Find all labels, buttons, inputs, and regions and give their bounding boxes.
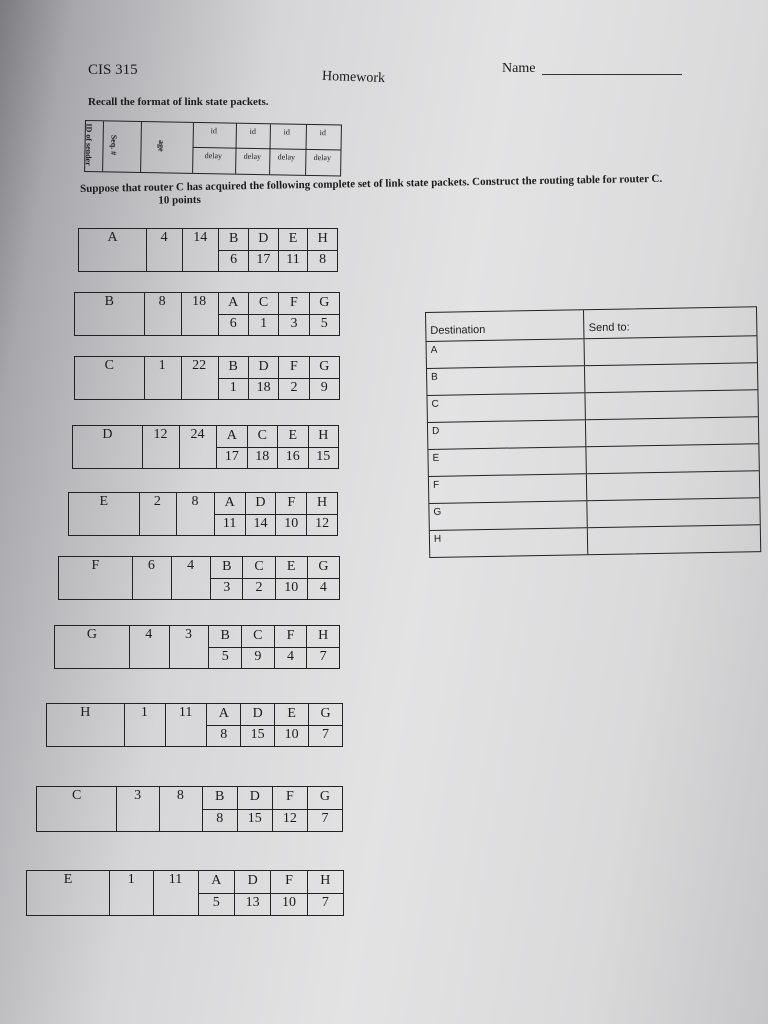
packet-neighbor-id: F bbox=[275, 493, 306, 514]
send-to-cell[interactable] bbox=[586, 390, 758, 419]
packet-neighbor-id: D bbox=[240, 704, 274, 725]
packet-neighbor-delay: 18 bbox=[247, 447, 277, 468]
packet-neighbor-id: E bbox=[278, 229, 308, 250]
packet-neighbor-id: G bbox=[307, 557, 339, 578]
packet-e bbox=[26, 870, 344, 916]
packet-seq: 4 bbox=[145, 627, 153, 642]
packet-age: 8 bbox=[176, 788, 184, 803]
packet-neighbor-delay: 7 bbox=[307, 809, 342, 831]
packet-seq: 1 bbox=[127, 872, 135, 887]
packet-g bbox=[54, 625, 340, 669]
packet-sender: C bbox=[71, 788, 82, 803]
packet-neighbor-delay: 17 bbox=[248, 250, 278, 271]
send-to-cell[interactable] bbox=[587, 471, 759, 500]
packet-neighbor-id: G bbox=[308, 704, 342, 725]
destination-header: Destination bbox=[426, 310, 585, 341]
send-to-cell[interactable] bbox=[588, 525, 760, 554]
packet-age: 18 bbox=[192, 294, 207, 309]
packet-h bbox=[46, 703, 343, 747]
destination-cell: E bbox=[428, 447, 587, 476]
packet-neighbor-delay: 3 bbox=[210, 578, 242, 599]
question-body: Suppose that router C has acquired the following complete set of link state packets. Construct the routing table for router C. bbox=[80, 172, 663, 195]
packet-neighbor-id: C bbox=[241, 626, 274, 647]
packet-age: 11 bbox=[168, 872, 183, 887]
packet-neighbor-delay: 9 bbox=[241, 647, 274, 668]
packet-neighbor-id: G bbox=[307, 787, 342, 809]
routing-row bbox=[428, 443, 758, 476]
packet-neighbor-delay: 9 bbox=[309, 378, 339, 399]
packet-sender: H bbox=[80, 705, 91, 720]
send-to-cell[interactable] bbox=[587, 444, 759, 473]
packet-neighbor-id: D bbox=[248, 357, 278, 378]
packet-neighbor-id: B bbox=[202, 787, 237, 809]
packet-seq: 6 bbox=[147, 558, 155, 573]
packet-sender: G bbox=[86, 627, 97, 642]
packet-neighbor-delay: 8 bbox=[206, 725, 240, 746]
packet-c bbox=[74, 356, 340, 400]
packet-sender: A bbox=[107, 230, 118, 245]
routing-row bbox=[429, 497, 759, 530]
send-to-header: Send to: bbox=[588, 321, 630, 335]
packet-neighbor-id: D bbox=[234, 871, 270, 893]
packet-neighbor-delay: 10 bbox=[270, 893, 306, 915]
routing-row bbox=[427, 362, 757, 395]
packet-neighbor-delay: 7 bbox=[308, 725, 342, 746]
packet-neighbor-id: E bbox=[277, 426, 307, 447]
packet-neighbor-delay: 2 bbox=[242, 578, 274, 599]
name-blank-line[interactable] bbox=[542, 74, 682, 75]
packet-neighbor-delay: 1 bbox=[218, 378, 248, 399]
destination-cell: G bbox=[429, 501, 588, 530]
destination-cell: H bbox=[430, 528, 589, 557]
packet-neighbor-delay: 10 bbox=[275, 578, 307, 599]
routing-table bbox=[425, 306, 761, 558]
packet-seq: 1 bbox=[140, 705, 148, 720]
packet-age: 4 bbox=[187, 558, 195, 573]
format-delay-2: delay bbox=[243, 151, 262, 162]
packet-neighbor-delay: 8 bbox=[307, 250, 337, 271]
recall-instruction: Recall the format of link state packets. bbox=[88, 96, 269, 108]
packet-sender: E bbox=[99, 494, 109, 509]
packet-age: 14 bbox=[193, 230, 208, 245]
packet-neighbor-id: F bbox=[272, 787, 307, 809]
question-points: 10 points bbox=[158, 193, 201, 207]
packet-neighbor-delay: 5 bbox=[198, 893, 234, 915]
packet-neighbor-id: F bbox=[270, 871, 306, 893]
format-delay-1: delay bbox=[204, 151, 223, 161]
packet-neighbor-delay: 18 bbox=[248, 378, 278, 399]
packet-b bbox=[74, 292, 340, 336]
destination-cell: C bbox=[427, 393, 586, 422]
packet-neighbor-delay: 15 bbox=[237, 809, 272, 831]
packet-neighbor-id: F bbox=[278, 357, 308, 378]
question-text bbox=[80, 172, 700, 209]
packet-e bbox=[68, 492, 338, 536]
packet-seq: 3 bbox=[134, 788, 142, 803]
send-to-cell[interactable] bbox=[585, 363, 757, 392]
packet-age: 3 bbox=[184, 627, 192, 642]
packet-neighbor-delay: 7 bbox=[307, 893, 343, 915]
packet-neighbor-delay: 15 bbox=[308, 447, 338, 468]
format-delay-3: delay bbox=[277, 152, 296, 162]
packet-neighbor-delay: 14 bbox=[245, 514, 276, 535]
packet-neighbor-delay: 6 bbox=[218, 314, 248, 335]
packet-seq: 4 bbox=[160, 230, 168, 245]
packet-seq: 8 bbox=[158, 294, 166, 309]
packet-neighbor-id: H bbox=[306, 626, 339, 647]
format-seq: Seq. # bbox=[109, 134, 119, 156]
packet-neighbor-id: D bbox=[237, 787, 272, 809]
packet-neighbor-id: D bbox=[248, 229, 278, 250]
send-to-cell[interactable] bbox=[586, 417, 758, 446]
packet-neighbor-delay: 3 bbox=[278, 314, 308, 335]
packet-neighbor-id: A bbox=[216, 426, 246, 447]
packet-neighbor-id: E bbox=[275, 557, 307, 578]
packet-neighbor-id: H bbox=[307, 229, 337, 250]
destination-cell: A bbox=[427, 339, 586, 368]
format-id-of-sender: ID of sender bbox=[83, 123, 94, 166]
packet-c bbox=[36, 786, 343, 832]
packet-neighbor-id: H bbox=[307, 871, 343, 893]
packet-age: 22 bbox=[192, 358, 207, 373]
packet-neighbor-id: H bbox=[306, 493, 337, 514]
packet-sender: F bbox=[91, 558, 100, 573]
packet-neighbor-delay: 5 bbox=[309, 314, 339, 335]
packet-neighbor-id: G bbox=[309, 293, 339, 314]
packet-neighbor-delay: 7 bbox=[306, 647, 339, 668]
packet-age: 24 bbox=[190, 427, 205, 442]
packet-d bbox=[72, 425, 339, 469]
packet-neighbor-id: B bbox=[208, 626, 241, 647]
packet-neighbor-delay: 5 bbox=[208, 647, 241, 668]
packet-neighbor-id: E bbox=[274, 704, 308, 725]
packet-age: 8 bbox=[191, 494, 199, 509]
packet-neighbor-delay: 4 bbox=[307, 578, 339, 599]
packet-seq: 1 bbox=[158, 358, 166, 373]
course-title: CIS 315 bbox=[88, 62, 138, 78]
routing-row bbox=[427, 389, 757, 422]
send-to-cell[interactable] bbox=[588, 498, 760, 527]
packet-neighbor-delay: 12 bbox=[306, 514, 337, 535]
packet-neighbor-id: H bbox=[308, 426, 338, 447]
packet-neighbor-delay: 8 bbox=[202, 809, 237, 831]
packet-seq: 2 bbox=[153, 494, 161, 509]
packet-neighbor-id: G bbox=[309, 357, 339, 378]
format-id-2: id bbox=[249, 126, 257, 136]
packet-neighbor-delay: 6 bbox=[218, 250, 248, 271]
packet-a bbox=[78, 228, 338, 272]
packet-neighbor-delay: 12 bbox=[272, 809, 307, 831]
routing-row bbox=[429, 470, 759, 503]
packet-neighbor-id: F bbox=[274, 626, 307, 647]
packet-neighbor-delay: 15 bbox=[240, 725, 274, 746]
destination-cell: D bbox=[428, 420, 587, 449]
packet-neighbor-id: A bbox=[206, 704, 240, 725]
format-age: age bbox=[156, 139, 166, 152]
format-id-1: id bbox=[210, 126, 218, 136]
packet-sender: C bbox=[104, 358, 114, 373]
routing-table-header bbox=[426, 307, 756, 341]
destination-cell: B bbox=[427, 366, 586, 395]
packet-f bbox=[58, 556, 340, 600]
name-label: Name bbox=[502, 61, 536, 76]
packet-neighbor-id: D bbox=[245, 493, 276, 514]
packet-neighbor-id: A bbox=[214, 493, 245, 514]
packet-sender: D bbox=[102, 427, 113, 442]
packet-neighbor-delay: 10 bbox=[274, 725, 308, 746]
packet-neighbor-id: C bbox=[247, 426, 277, 447]
packet-neighbor-id: B bbox=[218, 357, 248, 378]
packet-neighbor-id: B bbox=[218, 229, 248, 250]
routing-row bbox=[427, 335, 757, 368]
format-id-4: id bbox=[319, 128, 327, 138]
packet-neighbor-id: A bbox=[218, 293, 248, 314]
packet-neighbor-id: C bbox=[242, 557, 274, 578]
packet-sender: E bbox=[63, 872, 73, 887]
packet-neighbor-delay: 17 bbox=[216, 447, 246, 468]
packet-neighbor-id: C bbox=[248, 293, 278, 314]
packet-seq: 12 bbox=[153, 427, 168, 442]
packet-sender: B bbox=[104, 294, 114, 309]
packet-neighbor-id: B bbox=[210, 557, 242, 578]
packet-neighbor-id: A bbox=[198, 871, 234, 893]
format-id-3: id bbox=[283, 127, 291, 137]
send-to-cell[interactable] bbox=[585, 336, 757, 365]
packet-neighbor-delay: 13 bbox=[234, 893, 270, 915]
homework-title: Homework bbox=[321, 68, 386, 87]
format-delay-4: delay bbox=[313, 152, 332, 163]
routing-row bbox=[430, 524, 760, 557]
packet-neighbor-delay: 1 bbox=[248, 314, 278, 335]
packet-format-diagram bbox=[84, 120, 342, 176]
packet-neighbor-delay: 11 bbox=[278, 250, 308, 271]
routing-row bbox=[428, 416, 758, 449]
packet-neighbor-delay: 11 bbox=[214, 514, 245, 535]
packet-age: 11 bbox=[178, 705, 193, 720]
destination-cell: F bbox=[429, 474, 588, 503]
packet-neighbor-delay: 2 bbox=[278, 378, 308, 399]
packet-neighbor-delay: 10 bbox=[275, 514, 306, 535]
packet-neighbor-delay: 4 bbox=[274, 647, 307, 668]
packet-neighbor-delay: 16 bbox=[277, 447, 307, 468]
packet-neighbor-id: F bbox=[278, 293, 308, 314]
